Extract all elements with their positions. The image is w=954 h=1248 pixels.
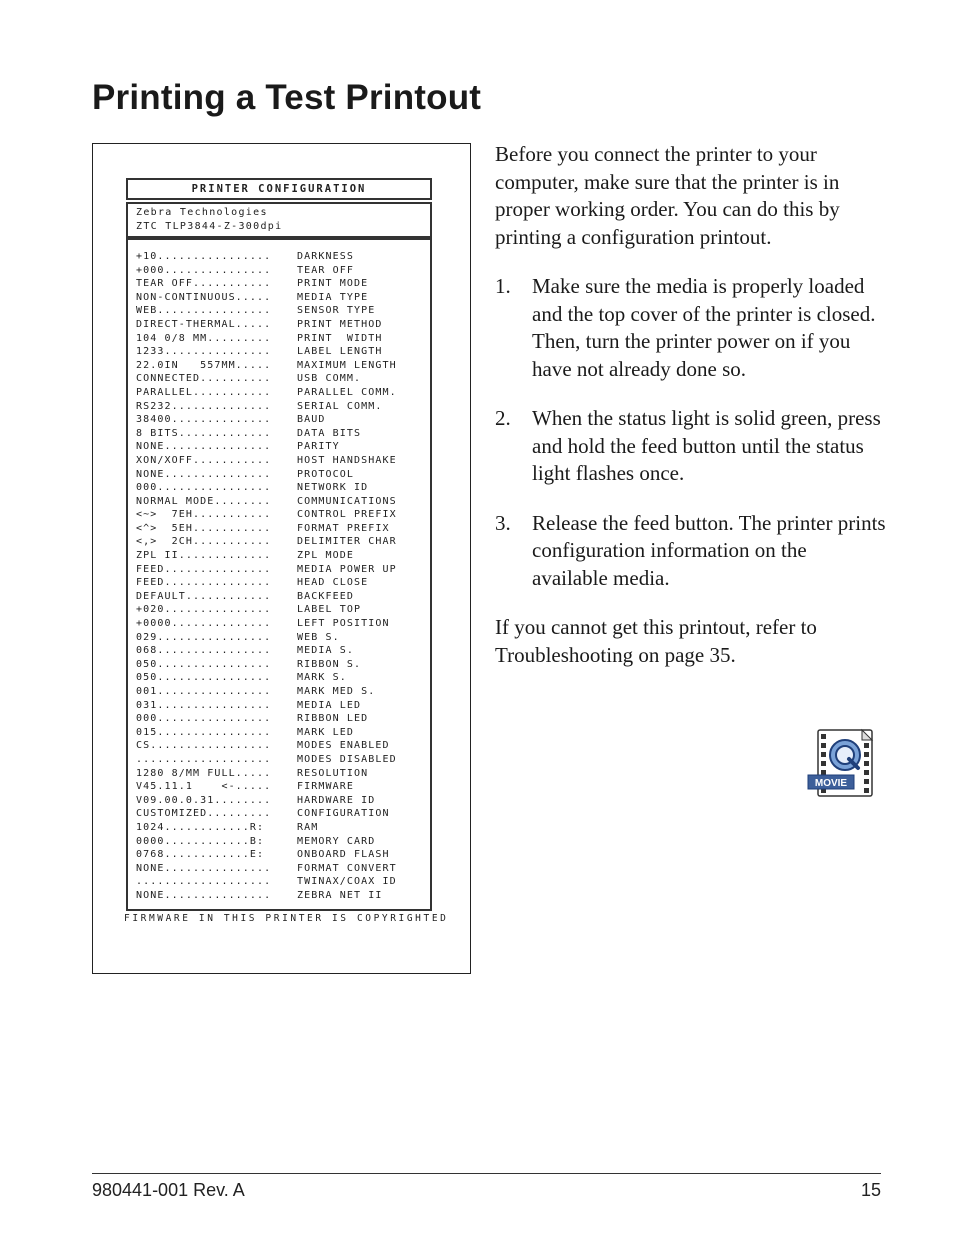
config-value: NONE............... xyxy=(136,889,272,901)
config-label: PARITY xyxy=(297,441,340,453)
config-row xyxy=(136,780,397,794)
config-value: WEB................ xyxy=(136,305,272,317)
config-label: COMMUNICATIONS xyxy=(297,495,397,507)
config-value: 029................ xyxy=(136,631,272,643)
config-value: 1024............R: xyxy=(136,821,265,833)
config-label: PRINT MODE xyxy=(297,278,369,290)
config-row xyxy=(136,345,397,359)
config-value: FEED............... xyxy=(136,577,272,589)
config-value: 38400.............. xyxy=(136,414,272,426)
config-value: 000................ xyxy=(136,482,272,494)
config-row xyxy=(136,400,397,414)
config-label: FIRMWARE xyxy=(297,781,354,793)
config-row xyxy=(136,767,397,781)
config-row xyxy=(136,522,397,536)
config-label: ONBOARD FLASH xyxy=(297,849,390,861)
step-text: Release the feed button. The printer prints configuration information on the available media. xyxy=(532,510,886,590)
config-value: FEED............... xyxy=(136,563,272,575)
config-row xyxy=(136,359,397,373)
config-row xyxy=(136,726,397,740)
config-value: +10................ xyxy=(136,251,272,262)
step-3 xyxy=(495,510,887,593)
config-row xyxy=(136,427,397,441)
step-1 xyxy=(495,273,887,383)
config-value: 000................ xyxy=(136,713,272,725)
config-label: MEDIA POWER UP xyxy=(297,563,397,575)
config-value: 8 BITS............. xyxy=(136,427,272,439)
config-row xyxy=(136,739,397,753)
config-value: 0768............E: xyxy=(136,849,265,861)
config-value: 031................ xyxy=(136,699,272,711)
config-label: ZEBRA NET II xyxy=(297,889,383,901)
step-text: When the status light is solid green, press and hold the feed button until the status light flashes once. xyxy=(532,406,881,485)
config-row xyxy=(136,508,397,522)
config-row xyxy=(136,495,397,509)
config-value: 22.0IN 557MM..... xyxy=(136,359,272,371)
config-value: +020............... xyxy=(136,604,272,616)
config-row xyxy=(136,332,397,346)
config-value: CS................. xyxy=(136,740,272,752)
step-number: 3. xyxy=(495,510,511,535)
config-value: NON-CONTINUOUS..... xyxy=(136,291,272,303)
config-row xyxy=(136,549,397,563)
instructions-column xyxy=(495,141,887,669)
config-value: 001................ xyxy=(136,686,272,697)
config-label: CONTROL PREFIX xyxy=(297,509,397,521)
config-label: SENSOR TYPE xyxy=(297,305,376,317)
config-row xyxy=(136,753,397,767)
config-label: CONFIGURATION xyxy=(297,808,390,820)
config-label: MARK MED S. xyxy=(297,686,376,697)
config-value: 068................ xyxy=(136,645,272,657)
config-label: FORMAT CONVERT xyxy=(297,862,397,874)
config-value: 104 0/8 MM......... xyxy=(136,332,272,344)
config-row xyxy=(136,535,397,549)
config-label: SERIAL COMM. xyxy=(297,400,383,412)
config-value: CUSTOMIZED......... xyxy=(136,808,272,820)
config-row xyxy=(136,848,397,862)
config-label: DELIMITER CHAR xyxy=(297,536,397,548)
config-company-box xyxy=(126,202,432,238)
config-footer: FIRMWARE IN THIS PRINTER IS COPYRIGHTED xyxy=(124,913,449,924)
config-row xyxy=(136,563,397,577)
config-row xyxy=(136,658,397,672)
config-value: +0000.............. xyxy=(136,618,272,630)
config-header: PRINTER CONFIGURATION xyxy=(126,178,432,200)
config-label: ZPL MODE xyxy=(297,550,354,562)
config-value: NONE............... xyxy=(136,862,272,874)
config-row xyxy=(136,590,397,604)
config-row xyxy=(136,413,397,427)
config-value: <~> 7EH........... xyxy=(136,509,272,521)
movie-label: MOVIE xyxy=(814,778,848,789)
config-label: MEMORY CARD xyxy=(297,835,376,847)
config-company-name: Zebra Technologies xyxy=(136,207,268,218)
config-model: ZTC TLP3844-Z-300dpi xyxy=(136,220,283,232)
config-value: DIRECT-THERMAL..... xyxy=(136,318,272,330)
config-label: PARALLEL COMM. xyxy=(297,386,397,398)
config-value: RS232.............. xyxy=(136,400,272,412)
page-title: Printing a Test Printout xyxy=(92,78,482,117)
config-row xyxy=(136,862,397,876)
config-row xyxy=(136,264,397,278)
config-row xyxy=(136,318,397,332)
config-row xyxy=(136,304,397,318)
config-value: NONE............... xyxy=(136,468,272,480)
config-value: CONNECTED.......... xyxy=(136,373,272,385)
config-value: 0000............B: xyxy=(136,835,265,847)
config-row xyxy=(136,794,397,808)
config-rows xyxy=(136,250,397,903)
config-value: 1280 8/MM FULL..... xyxy=(136,767,272,779)
config-label: MODES ENABLED xyxy=(297,740,390,752)
config-printout-figure xyxy=(92,143,471,974)
config-value: NORMAL MODE........ xyxy=(136,495,272,507)
intro-paragraph: Before you connect the printer to your computer, make sure that the printer is in proper working order. You can do this by printing a configuration printout. xyxy=(495,142,840,249)
config-value: XON/XOFF........... xyxy=(136,454,272,466)
config-value: V45.11.1 <-..... xyxy=(136,781,272,793)
config-label: RAM xyxy=(297,821,319,833)
config-label: LABEL TOP xyxy=(297,604,362,616)
config-row xyxy=(136,576,397,590)
config-label: WEB S. xyxy=(297,631,340,643)
step-text: Make sure the media is properly loaded and the top cover of the printer is closed. Then, turn the printer power on if you have not already done so. xyxy=(532,274,876,381)
config-settings-box xyxy=(126,238,432,911)
config-row xyxy=(136,671,397,685)
movie-icon[interactable] xyxy=(806,728,876,800)
config-label: LEFT POSITION xyxy=(297,618,390,630)
config-value: DEFAULT............ xyxy=(136,590,272,602)
config-label: BAUD xyxy=(297,414,326,426)
config-row xyxy=(136,712,397,726)
config-row xyxy=(136,372,397,386)
config-row xyxy=(136,644,397,658)
config-value: V09.00.0.31........ xyxy=(136,794,272,806)
config-label: MAXIMUM LENGTH xyxy=(297,359,397,371)
troubleshooting-note: If you cannot get this printout, refer to Troubleshooting on page 35. xyxy=(495,615,817,667)
config-value: 050................ xyxy=(136,672,272,684)
config-value: ................... xyxy=(136,753,272,765)
config-row xyxy=(136,889,397,903)
config-label: PROTOCOL xyxy=(297,468,354,480)
config-label: USB COMM. xyxy=(297,373,362,385)
config-label: HOST HANDSHAKE xyxy=(297,454,397,466)
config-row xyxy=(136,250,397,264)
config-row xyxy=(136,603,397,617)
footer-doc-id: 980441-001 Rev. A xyxy=(92,1180,245,1200)
footer-rule xyxy=(92,1173,881,1174)
config-label: DARKNESS xyxy=(297,251,354,262)
config-label: BACKFEED xyxy=(297,590,354,602)
config-row xyxy=(136,617,397,631)
config-label: MEDIA TYPE xyxy=(297,291,369,303)
config-label: PRINT WIDTH xyxy=(297,332,383,344)
config-value: 050................ xyxy=(136,658,272,670)
config-value: <,> 2CH........... xyxy=(136,536,272,548)
config-row xyxy=(136,468,397,482)
config-row xyxy=(136,821,397,835)
footer-page-number: 15 xyxy=(860,1180,881,1200)
config-label: HARDWARE ID xyxy=(297,794,376,806)
config-label: RIBBON S. xyxy=(297,658,362,670)
step-2 xyxy=(495,405,887,488)
config-value: 015................ xyxy=(136,726,272,738)
config-row xyxy=(136,875,397,889)
config-value: <^> 5EH........... xyxy=(136,522,272,534)
config-row xyxy=(136,631,397,645)
config-label: PRINT METHOD xyxy=(297,318,383,330)
config-value: +000............... xyxy=(136,264,272,276)
config-value: TEAR OFF........... xyxy=(136,278,272,290)
config-label: MARK LED xyxy=(297,726,354,738)
config-label: MARK S. xyxy=(297,672,347,684)
config-row xyxy=(136,291,397,305)
config-label: MODES DISABLED xyxy=(297,753,397,765)
config-row xyxy=(136,277,397,291)
config-row xyxy=(136,835,397,849)
config-label: RIBBON LED xyxy=(297,713,369,725)
config-row xyxy=(136,481,397,495)
config-value: ................... xyxy=(136,876,272,888)
config-label: FORMAT PREFIX xyxy=(297,522,390,534)
config-label: LABEL LENGTH xyxy=(297,346,383,358)
config-label: MEDIA S. xyxy=(297,645,354,657)
config-label: TWINAX/COAX ID xyxy=(297,876,397,888)
config-row xyxy=(136,699,397,713)
config-value: ZPL II............. xyxy=(136,550,272,562)
config-value: NONE............... xyxy=(136,441,272,453)
config-label: RESOLUTION xyxy=(297,767,369,779)
config-label: HEAD CLOSE xyxy=(297,577,369,589)
config-label: MEDIA LED xyxy=(297,699,362,711)
config-value: 1233............... xyxy=(136,346,272,358)
config-value: PARALLEL........... xyxy=(136,386,272,398)
config-row xyxy=(136,386,397,400)
config-label: NETWORK ID xyxy=(297,482,369,494)
step-number: 1. xyxy=(495,274,511,298)
config-label: TEAR OFF xyxy=(297,264,354,276)
config-row xyxy=(136,454,397,468)
config-row xyxy=(136,440,397,454)
config-row xyxy=(136,807,397,821)
step-number: 2. xyxy=(495,406,511,430)
config-label: DATA BITS xyxy=(297,427,362,439)
config-row xyxy=(136,685,397,699)
